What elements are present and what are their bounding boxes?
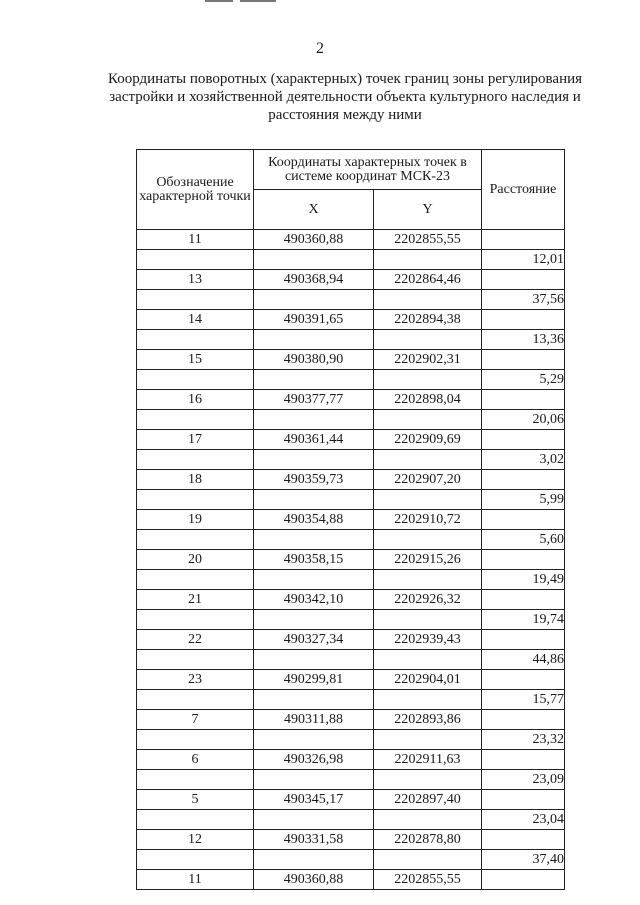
x-coordinate-cell: 490368,94	[254, 270, 374, 290]
point-id-cell: 11	[137, 230, 254, 250]
y-coordinate-cell: 2202878,80	[374, 830, 482, 850]
x-coordinate-cell: 490299,81	[254, 670, 374, 690]
empty-cell	[254, 770, 374, 790]
x-coordinate-cell: 490391,65	[254, 310, 374, 330]
distance-cell	[482, 790, 565, 810]
table-row	[137, 370, 565, 390]
table-row	[137, 230, 565, 250]
scan-mark	[205, 0, 233, 2]
header-y: Y	[374, 190, 482, 230]
distance-value: 19,74	[482, 610, 565, 630]
empty-cell	[137, 610, 254, 630]
table-row	[137, 430, 565, 450]
coordinates-table	[136, 149, 565, 890]
empty-cell	[254, 690, 374, 710]
empty-cell	[137, 570, 254, 590]
empty-cell	[137, 730, 254, 750]
y-coordinate-cell: 2202939,43	[374, 630, 482, 650]
point-id-cell: 5	[137, 790, 254, 810]
distance-value: 23,09	[482, 770, 565, 790]
table-row	[137, 410, 565, 430]
distance-cell	[482, 870, 565, 890]
empty-cell	[254, 450, 374, 470]
distance-value: 19,49	[482, 570, 565, 590]
distance-value: 15,77	[482, 690, 565, 710]
distance-cell	[482, 350, 565, 370]
y-coordinate-cell: 2202907,20	[374, 470, 482, 490]
distance-value: 37,56	[482, 290, 565, 310]
distance-cell	[482, 550, 565, 570]
table-row	[137, 550, 565, 570]
empty-cell	[374, 610, 482, 630]
header-coordinates: Координаты характерных точек в системе координат МСК-23	[254, 150, 482, 190]
table-row	[137, 310, 565, 330]
distance-value: 20,06	[482, 410, 565, 430]
point-id-cell: 23	[137, 670, 254, 690]
distance-value: 37,40	[482, 850, 565, 870]
empty-cell	[137, 850, 254, 870]
point-id-cell: 14	[137, 310, 254, 330]
table-row	[137, 830, 565, 850]
table-row	[137, 570, 565, 590]
scan-mark	[240, 0, 276, 2]
header-point-designation: Обозначение характерной точки	[137, 150, 254, 230]
empty-cell	[374, 810, 482, 830]
x-coordinate-cell: 490354,88	[254, 510, 374, 530]
empty-cell	[374, 770, 482, 790]
x-coordinate-cell: 490342,10	[254, 590, 374, 610]
empty-cell	[254, 570, 374, 590]
x-coordinate-cell: 490326,98	[254, 750, 374, 770]
empty-cell	[374, 530, 482, 550]
distance-value: 13,36	[482, 330, 565, 350]
point-id-cell: 11	[137, 870, 254, 890]
x-coordinate-cell: 490361,44	[254, 430, 374, 450]
empty-cell	[137, 530, 254, 550]
y-coordinate-cell: 2202911,63	[374, 750, 482, 770]
empty-cell	[137, 290, 254, 310]
empty-cell	[254, 530, 374, 550]
x-coordinate-cell: 490360,88	[254, 230, 374, 250]
y-coordinate-cell: 2202855,55	[374, 870, 482, 890]
distance-value: 12,01	[482, 250, 565, 270]
x-coordinate-cell: 490358,15	[254, 550, 374, 570]
distance-cell	[482, 430, 565, 450]
table-row	[137, 270, 565, 290]
x-coordinate-cell: 490331,58	[254, 830, 374, 850]
distance-cell	[482, 670, 565, 690]
empty-cell	[374, 250, 482, 270]
distance-cell	[482, 590, 565, 610]
table-row	[137, 590, 565, 610]
header-x: X	[254, 190, 374, 230]
table-row	[137, 490, 565, 510]
distance-cell	[482, 630, 565, 650]
table-row	[137, 610, 565, 630]
page-number: 2	[316, 40, 324, 57]
x-coordinate-cell: 490377,77	[254, 390, 374, 410]
table-row	[137, 690, 565, 710]
distance-value: 44,86	[482, 650, 565, 670]
y-coordinate-cell: 2202855,55	[374, 230, 482, 250]
table-row	[137, 350, 565, 370]
y-coordinate-cell: 2202902,31	[374, 350, 482, 370]
x-coordinate-cell: 490380,90	[254, 350, 374, 370]
table-row	[137, 810, 565, 830]
table-row	[137, 870, 565, 890]
distance-cell	[482, 830, 565, 850]
point-id-cell: 15	[137, 350, 254, 370]
distance-cell	[482, 510, 565, 530]
point-id-cell: 21	[137, 590, 254, 610]
empty-cell	[254, 370, 374, 390]
y-coordinate-cell: 2202910,72	[374, 510, 482, 530]
distance-cell	[482, 750, 565, 770]
distance-cell	[482, 230, 565, 250]
distance-value: 23,32	[482, 730, 565, 750]
x-coordinate-cell: 490360,88	[254, 870, 374, 890]
empty-cell	[374, 650, 482, 670]
empty-cell	[254, 490, 374, 510]
y-coordinate-cell: 2202864,46	[374, 270, 482, 290]
empty-cell	[374, 290, 482, 310]
y-coordinate-cell: 2202926,32	[374, 590, 482, 610]
empty-cell	[137, 650, 254, 670]
point-id-cell: 7	[137, 710, 254, 730]
table-row	[137, 450, 565, 470]
table-body	[137, 230, 565, 890]
empty-cell	[137, 690, 254, 710]
empty-cell	[137, 410, 254, 430]
table-row	[137, 330, 565, 350]
point-id-cell: 6	[137, 750, 254, 770]
y-coordinate-cell: 2202893,86	[374, 710, 482, 730]
table-row	[137, 710, 565, 730]
empty-cell	[254, 810, 374, 830]
empty-cell	[374, 370, 482, 390]
table-row	[137, 650, 565, 670]
point-id-cell: 22	[137, 630, 254, 650]
point-id-cell: 17	[137, 430, 254, 450]
empty-cell	[374, 330, 482, 350]
point-id-cell: 13	[137, 270, 254, 290]
header-distance: Расстояние	[482, 150, 565, 230]
table-row	[137, 510, 565, 530]
empty-cell	[254, 730, 374, 750]
table-row	[137, 750, 565, 770]
distance-cell	[482, 470, 565, 490]
distance-value: 3,02	[482, 450, 565, 470]
distance-value: 5,99	[482, 490, 565, 510]
empty-cell	[254, 290, 374, 310]
empty-cell	[254, 250, 374, 270]
empty-cell	[374, 450, 482, 470]
distance-value: 23,04	[482, 810, 565, 830]
empty-cell	[374, 730, 482, 750]
table-row	[137, 730, 565, 750]
y-coordinate-cell: 2202909,69	[374, 430, 482, 450]
empty-cell	[137, 250, 254, 270]
table-row	[137, 390, 565, 410]
table-row	[137, 790, 565, 810]
empty-cell	[137, 370, 254, 390]
empty-cell	[137, 330, 254, 350]
table-row	[137, 770, 565, 790]
y-coordinate-cell: 2202904,01	[374, 670, 482, 690]
empty-cell	[374, 570, 482, 590]
empty-cell	[254, 850, 374, 870]
empty-cell	[254, 410, 374, 430]
empty-cell	[374, 850, 482, 870]
empty-cell	[254, 610, 374, 630]
table-row	[137, 290, 565, 310]
point-id-cell: 20	[137, 550, 254, 570]
distance-value: 5,29	[482, 370, 565, 390]
y-coordinate-cell: 2202894,38	[374, 310, 482, 330]
distance-cell	[482, 390, 565, 410]
empty-cell	[137, 450, 254, 470]
y-coordinate-cell: 2202897,40	[374, 790, 482, 810]
distance-cell	[482, 710, 565, 730]
empty-cell	[137, 770, 254, 790]
empty-cell	[137, 490, 254, 510]
y-coordinate-cell: 2202898,04	[374, 390, 482, 410]
point-id-cell: 12	[137, 830, 254, 850]
x-coordinate-cell: 490359,73	[254, 470, 374, 490]
table-row	[137, 630, 565, 650]
table-row	[137, 470, 565, 490]
distance-cell	[482, 270, 565, 290]
table-row	[137, 670, 565, 690]
document-title: Координаты поворотных (характерных) точек границ зоны регулирования застройки и хозяйственной деятельности объекта культурного наследия и расстояния между ними	[107, 71, 583, 123]
y-coordinate-cell: 2202915,26	[374, 550, 482, 570]
table-row	[137, 530, 565, 550]
table-row	[137, 850, 565, 870]
table-row	[137, 250, 565, 270]
empty-cell	[254, 650, 374, 670]
x-coordinate-cell: 490327,34	[254, 630, 374, 650]
empty-cell	[374, 410, 482, 430]
point-id-cell: 19	[137, 510, 254, 530]
empty-cell	[137, 810, 254, 830]
x-coordinate-cell: 490311,88	[254, 710, 374, 730]
empty-cell	[374, 490, 482, 510]
point-id-cell: 16	[137, 390, 254, 410]
point-id-cell: 18	[137, 470, 254, 490]
x-coordinate-cell: 490345,17	[254, 790, 374, 810]
empty-cell	[254, 330, 374, 350]
empty-cell	[374, 690, 482, 710]
distance-cell	[482, 310, 565, 330]
distance-value: 5,60	[482, 530, 565, 550]
